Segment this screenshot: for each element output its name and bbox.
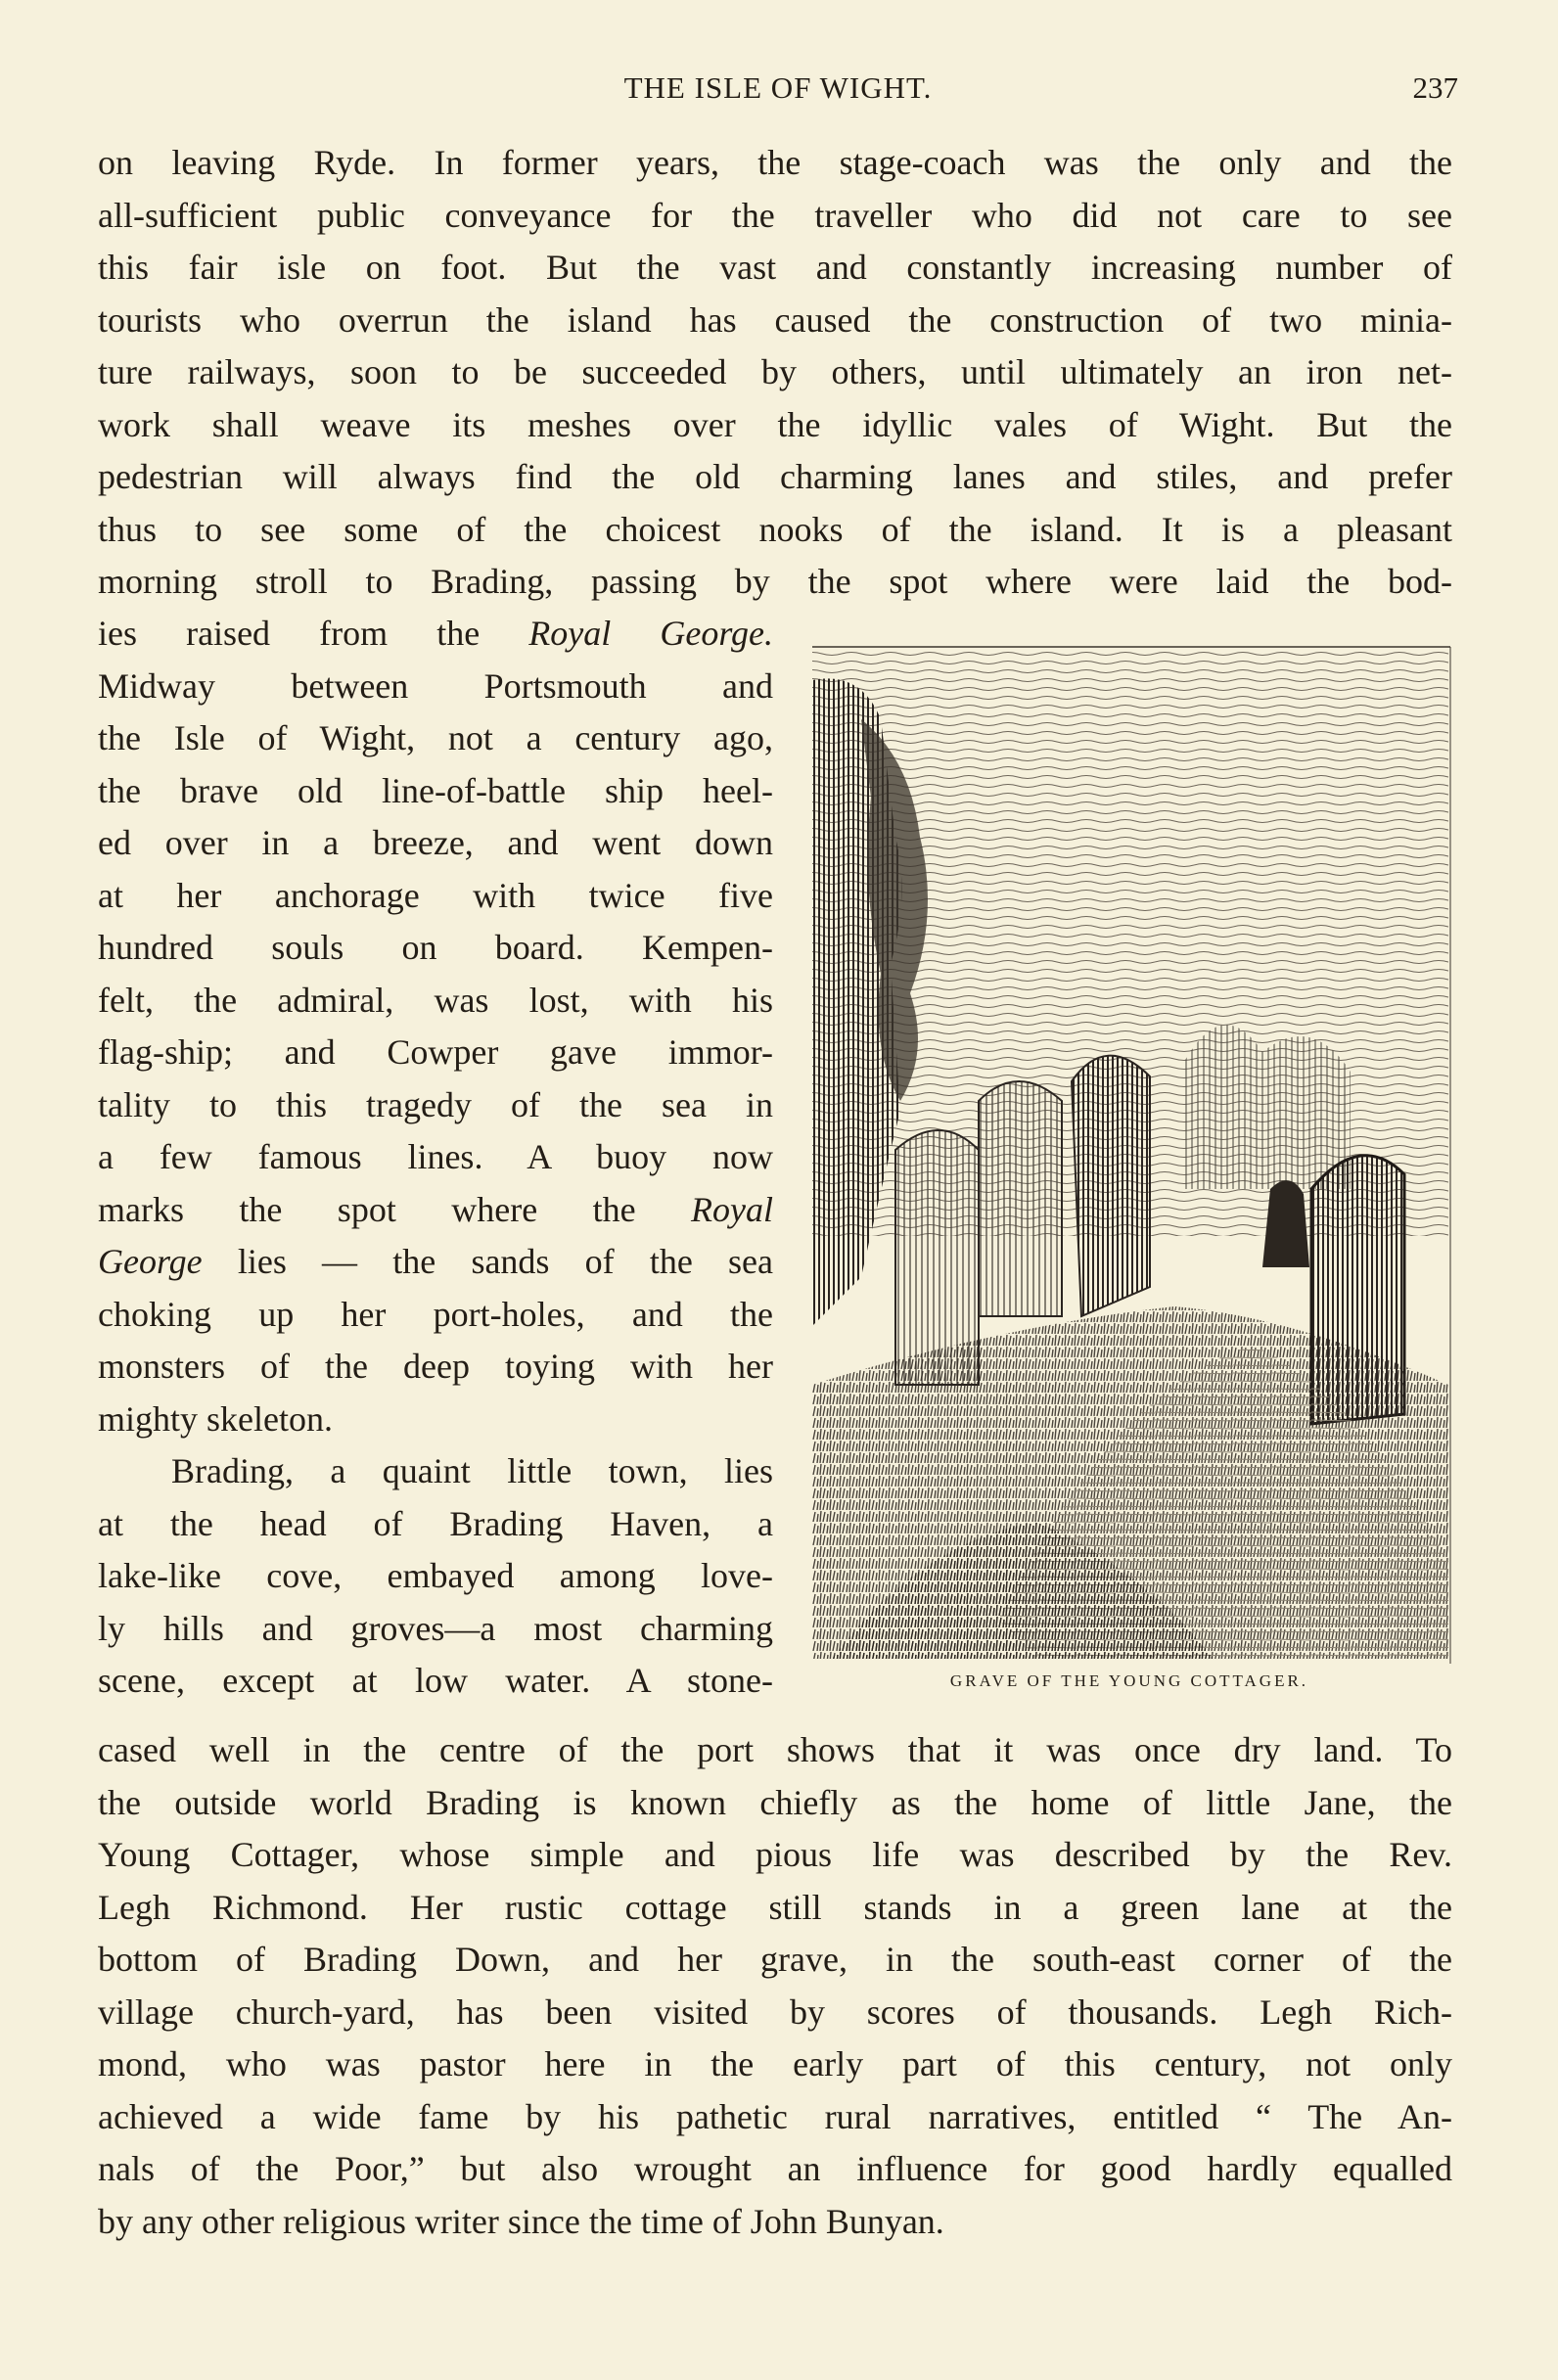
running-title: THE ISLE OF WIGHT. bbox=[623, 70, 933, 105]
text-line: monsters of the deep toying with her bbox=[98, 1347, 773, 1386]
text-line: thus to see some of the choicest nooks of the island. It is a pleasant bbox=[98, 509, 1452, 549]
text-line: morning stroll to Brading, passing by the spot where were laid the bod- bbox=[98, 562, 1452, 601]
text-run: ies raised from the bbox=[98, 614, 529, 653]
text-line: flag-ship; and Cowper gave immor- bbox=[98, 1032, 773, 1072]
text-line: tality to this tragedy of the sea in bbox=[98, 1084, 773, 1124]
text-line: hundred souls on board. Kempen- bbox=[98, 928, 773, 967]
text-line: lake-like cove, embayed among love- bbox=[98, 1556, 773, 1595]
text-line: mighty skeleton. bbox=[98, 1398, 333, 1439]
text-line: the brave old line-of-battle ship heel- bbox=[98, 770, 773, 810]
text-line: Brading, a quaint little town, lies bbox=[171, 1451, 773, 1490]
text-line: work shall weave its meshes over the idyllic vales of Wight. But the bbox=[98, 404, 1452, 444]
ship-name: George bbox=[98, 1242, 203, 1281]
figure-caption: GRAVE OF THE YOUNG COTTAGER. bbox=[949, 1671, 1309, 1690]
text-line bbox=[98, 1184, 773, 1237]
text-line: cased well in the centre of the port shows that it was once dry land. To bbox=[98, 1730, 1452, 1769]
text-line: pedestrian will always find the old charming lanes and stiles, and prefer bbox=[98, 457, 1452, 496]
paragraph-narrow bbox=[98, 608, 773, 1708]
text-line: a few famous lines. A buoy now bbox=[98, 1137, 773, 1176]
graveyard-engraving bbox=[802, 641, 1456, 1669]
text-line: choking up her port-holes, and the bbox=[98, 1294, 773, 1334]
ship-name: Royal bbox=[691, 1189, 773, 1229]
text-line: on leaving Ryde. In former years, the stage-coach was the only and the bbox=[98, 143, 1452, 182]
text-line: the Isle of Wight, not a century ago, bbox=[98, 718, 773, 757]
ship-name: Royal George. bbox=[528, 614, 773, 653]
text-line: ture railways, soon to be succeeded by others, until ultimately an iron net- bbox=[98, 352, 1452, 391]
text-run: marks the spot where the bbox=[98, 1189, 692, 1229]
text-line bbox=[98, 1236, 773, 1289]
text-line: at her anchorage with twice five bbox=[98, 875, 773, 915]
text-line: village church-yard, has been visited by scores of thousands. Legh Rich- bbox=[98, 1991, 1452, 2032]
text-line: scene, except at low water. A stone- bbox=[98, 1661, 773, 1700]
text-run: lies — the sands of the sea bbox=[202, 1242, 773, 1281]
text-line: ly hills and groves—a most charming bbox=[98, 1608, 773, 1648]
text-line: at the head of Brading Haven, a bbox=[98, 1503, 773, 1543]
text-line: ed over in a breeze, and went down bbox=[98, 823, 773, 862]
paragraph-top bbox=[98, 137, 1452, 609]
text-line: this fair isle on foot. But the vast and constantly increasing number of bbox=[98, 248, 1452, 287]
text-line bbox=[98, 608, 773, 661]
text-line: mond, who was pastor here in the early part of this century, not only bbox=[98, 2044, 1452, 2083]
text-line: Young Cottager, whose simple and pious life was described by the Rev. bbox=[98, 1835, 1452, 1874]
page-number: 237 bbox=[1412, 70, 1458, 105]
text-line: tourists who overrun the island has caused the construction of two minia- bbox=[98, 299, 1452, 340]
paragraph-bottom bbox=[98, 1724, 1452, 2248]
text-line: the outside world Brading is known chiefly as the home of little Jane, the bbox=[98, 1782, 1452, 1822]
engraving-figure bbox=[802, 641, 1456, 1669]
text-line: nals of the Poor,” but also wrought an influence for good hardly equalled bbox=[98, 2149, 1452, 2188]
text-line: bottom of Brading Down, and her grave, in the south-east corner of the bbox=[98, 1940, 1452, 1979]
text-line: Legh Richmond. Her rustic cottage still stands in a green lane at the bbox=[98, 1887, 1452, 1927]
text-line: all-sufficient public conveyance for the traveller who did not care to see bbox=[98, 195, 1452, 235]
distant-trees bbox=[1184, 1025, 1351, 1189]
running-header bbox=[98, 70, 1458, 119]
text-line: achieved a wide fame by his pathetic rural narratives, entitled “ The An- bbox=[98, 2096, 1452, 2136]
text-line: by any other religious writer since the time of John Bunyan. bbox=[98, 2201, 944, 2241]
text-line: felt, the admiral, was lost, with his bbox=[98, 980, 773, 1020]
headstone-middle bbox=[979, 1081, 1062, 1316]
text-line: Midway between Portsmouth and bbox=[98, 665, 773, 706]
headstone-center bbox=[1072, 1056, 1150, 1316]
